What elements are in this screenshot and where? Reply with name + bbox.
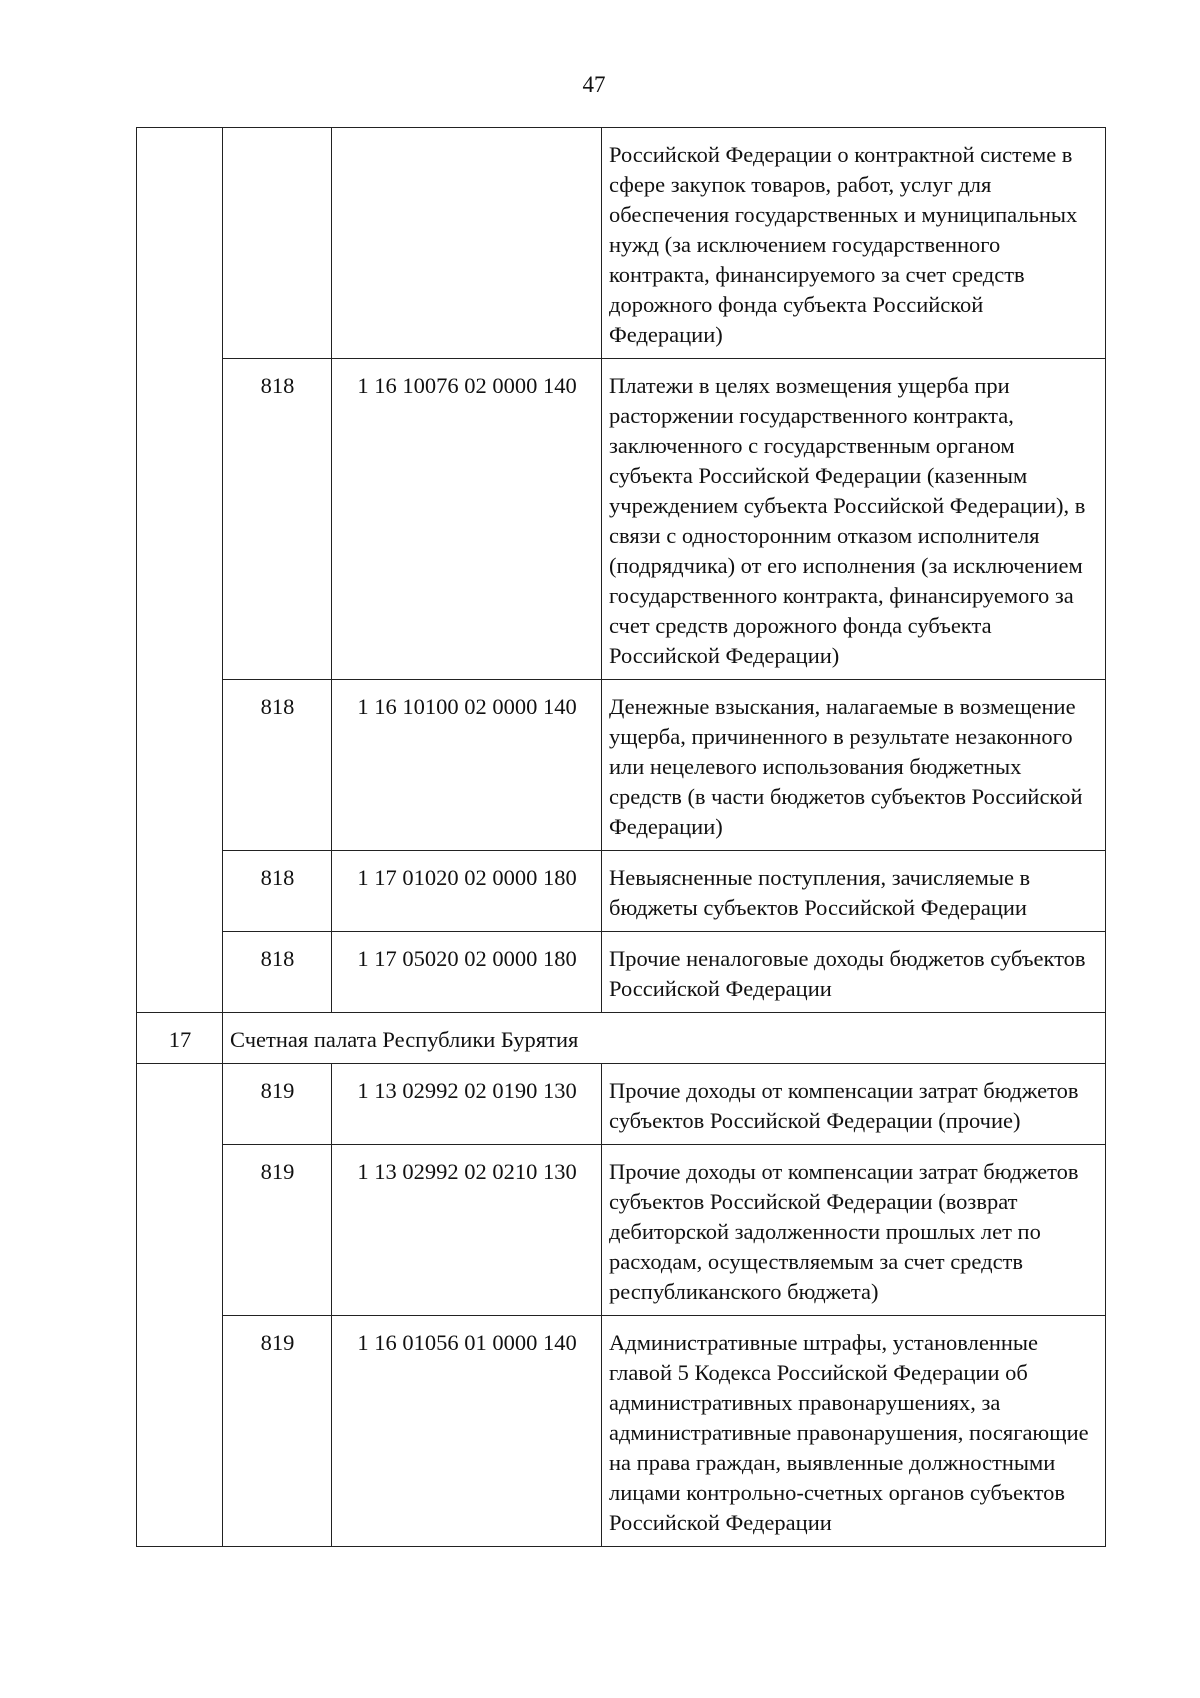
- description-cell: Платежи в целях возмещения ущерба при расторжении государственного контракта, заключенного с государственным органом субъекта Российской Федерации (казенным учреждением субъекта Российской Федерации), в связи с односторонним отказом исполнителя (подрядчика) от его исполнения (за исключением государственного контракта, финансируемого за счет средств дорожного фонда субъекта Российской Федерации): [602, 359, 1106, 680]
- admin-code-cell: 818: [223, 359, 332, 680]
- budget-code-cell: 1 16 01056 01 0000 140: [332, 1316, 602, 1547]
- table-row: [137, 932, 1106, 1013]
- revenue-codes-table: [136, 127, 1106, 1547]
- page-number: 47: [582, 72, 606, 97]
- budget-code-cell: 1 17 05020 02 0000 180: [332, 932, 602, 1013]
- admin-code-cell: 819: [223, 1064, 332, 1145]
- table-row: [137, 1316, 1106, 1547]
- admin-code-cell: 819: [223, 1145, 332, 1316]
- group-number-cell: [137, 128, 223, 1013]
- description-cell: Российской Федерации о контрактной системе в сфере закупок товаров, работ, услуг для обеспечения государственных и муниципальных нужд (за исключением государственного контракта, финансируемого за счет средств дорожного фонда субъекта Российской Федерации): [602, 128, 1106, 359]
- table-row: [137, 359, 1106, 680]
- budget-code-cell: 1 16 10100 02 0000 140: [332, 680, 602, 851]
- budget-code-cell: 1 13 02992 02 0190 130: [332, 1064, 602, 1145]
- table-row: [137, 1064, 1106, 1145]
- group-number-cell: [137, 1064, 223, 1547]
- budget-code-cell: 1 13 02992 02 0210 130: [332, 1145, 602, 1316]
- table-row: [137, 680, 1106, 851]
- description-cell: Административные штрафы, установленные главой 5 Кодекса Российской Федерации об административных правонарушениях, за административные правонарушения, посягающие на права граждан, выявленные должностными лицами контрольно-счетных органов субъектов Российской Федерации: [602, 1316, 1106, 1547]
- description-cell: Прочие доходы от компенсации затрат бюджетов субъектов Российской Федерации (возврат дебиторской задолженности прошлых лет по расходам, осуществляемым за счет средств республиканского бюджета): [602, 1145, 1106, 1316]
- table-row: [137, 1145, 1106, 1316]
- admin-code-cell: [223, 128, 332, 359]
- description-cell: Прочие неналоговые доходы бюджетов субъектов Российской Федерации: [602, 932, 1106, 1013]
- budget-code-cell: [332, 128, 602, 359]
- section-title: Счетная палата Республики Бурятия: [223, 1013, 1106, 1064]
- section-header-row: [137, 1013, 1106, 1064]
- table-row: [137, 128, 1106, 359]
- description-cell: Денежные взыскания, налагаемые в возмещение ущерба, причиненного в результате незаконного или нецелевого использования бюджетных средств (в части бюджетов субъектов Российской Федерации): [602, 680, 1106, 851]
- budget-code-cell: 1 16 10076 02 0000 140: [332, 359, 602, 680]
- admin-code-cell: 818: [223, 680, 332, 851]
- admin-code-cell: 818: [223, 932, 332, 1013]
- admin-code-cell: 819: [223, 1316, 332, 1547]
- admin-code-cell: 818: [223, 851, 332, 932]
- description-cell: Прочие доходы от компенсации затрат бюджетов субъектов Российской Федерации (прочие): [602, 1064, 1106, 1145]
- table-row: [137, 851, 1106, 932]
- section-number: 17: [137, 1013, 223, 1064]
- budget-code-cell: 1 17 01020 02 0000 180: [332, 851, 602, 932]
- description-cell: Невыясненные поступления, зачисляемые в бюджеты субъектов Российской Федерации: [602, 851, 1106, 932]
